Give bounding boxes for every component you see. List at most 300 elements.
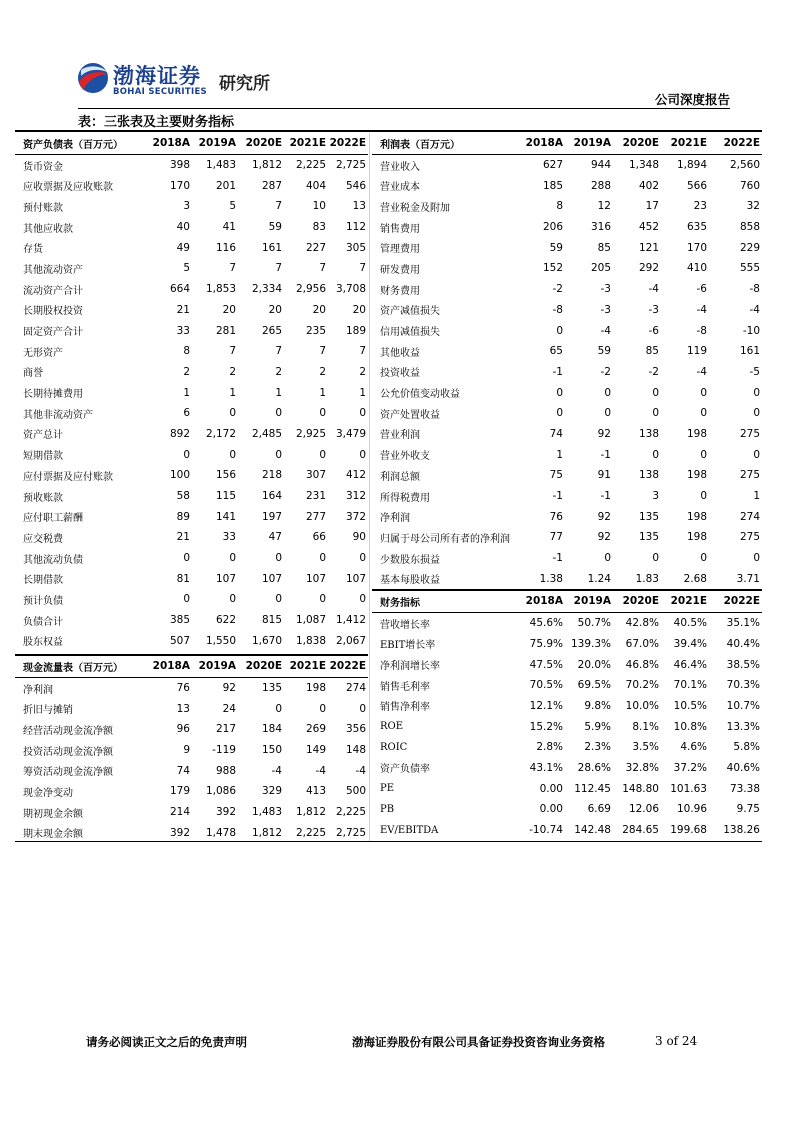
cell-value: 2,725 bbox=[335, 159, 366, 172]
cell-value: 0 bbox=[753, 386, 760, 399]
cell-value: 3.5% bbox=[632, 741, 659, 754]
cell-value: 7 bbox=[275, 345, 282, 358]
cell-value: 5 bbox=[183, 262, 190, 275]
report-type: 公司深度报告 bbox=[654, 92, 730, 107]
cell-value: 74 bbox=[176, 764, 190, 777]
table-row bbox=[15, 362, 368, 383]
section-header-row bbox=[15, 133, 368, 154]
cell-value: 2,485 bbox=[251, 427, 282, 440]
cell-value: 0 bbox=[700, 386, 707, 399]
cell-value: 138 bbox=[638, 469, 659, 482]
cell-value: 32 bbox=[746, 200, 760, 213]
year-header: 2021E bbox=[661, 133, 709, 154]
table-row bbox=[15, 424, 368, 445]
row-label: 现金净变动 bbox=[23, 787, 73, 799]
cell-value: 412 bbox=[345, 469, 366, 482]
row-label: 资产减值损失 bbox=[380, 306, 440, 318]
cell-value: 156 bbox=[215, 469, 236, 482]
row-label: 净利润 bbox=[380, 513, 410, 525]
cell-value: 392 bbox=[215, 806, 236, 819]
cell-value: 8 bbox=[183, 345, 190, 358]
table-row bbox=[372, 716, 762, 737]
cell-value: 218 bbox=[261, 469, 282, 482]
year-header: 2020E bbox=[238, 133, 284, 154]
row-label: ROE bbox=[380, 721, 404, 733]
table-row bbox=[372, 175, 762, 196]
cell-value: 402 bbox=[638, 179, 659, 192]
row-label: 投资活动现金流净额 bbox=[23, 746, 113, 758]
cell-value: 198 bbox=[686, 427, 707, 440]
cell-value: 115 bbox=[215, 490, 236, 503]
cell-value: 7 bbox=[275, 262, 282, 275]
year-header: 2022E bbox=[709, 590, 762, 612]
cell-value: 70.5% bbox=[529, 679, 563, 692]
cell-value: -8 bbox=[749, 283, 760, 296]
cell-value: 0 bbox=[753, 407, 760, 420]
cell-value: 385 bbox=[169, 614, 190, 627]
cell-value: -4 bbox=[648, 283, 659, 296]
cell-value: 107 bbox=[305, 572, 326, 585]
cell-value: 59 bbox=[549, 241, 563, 254]
cell-value: 275 bbox=[739, 469, 760, 482]
cell-value: 1,550 bbox=[205, 634, 236, 647]
cell-value: 0 bbox=[359, 407, 366, 420]
cell-value: 92 bbox=[222, 682, 236, 695]
cell-value: 23 bbox=[693, 200, 707, 213]
row-label: 研发费用 bbox=[380, 264, 420, 276]
cell-value: 138.26 bbox=[723, 824, 760, 837]
year-header: 2020E bbox=[613, 590, 661, 612]
cell-value: 33 bbox=[222, 531, 236, 544]
cell-value: 70.1% bbox=[673, 679, 707, 692]
cell-value: 0 bbox=[319, 448, 326, 461]
cell-value: 0 bbox=[183, 448, 190, 461]
row-label: 股东权益 bbox=[23, 637, 63, 649]
cell-value: 410 bbox=[686, 262, 707, 275]
cell-value: 0 bbox=[700, 448, 707, 461]
cell-value: 112.45 bbox=[574, 782, 611, 795]
cell-value: -3 bbox=[600, 283, 611, 296]
table-row bbox=[372, 403, 762, 424]
cell-value: -8 bbox=[552, 303, 563, 316]
table-row bbox=[15, 320, 368, 341]
cell-value: 1 bbox=[753, 490, 760, 503]
cell-value: 66 bbox=[312, 531, 326, 544]
table-row bbox=[372, 548, 762, 569]
cell-value: 161 bbox=[261, 241, 282, 254]
cell-value: 20 bbox=[222, 303, 236, 316]
cell-value: 1 bbox=[359, 386, 366, 399]
cell-value: 2 bbox=[275, 365, 282, 378]
row-label: 销售净利率 bbox=[380, 702, 430, 714]
cell-value: 1 bbox=[229, 386, 236, 399]
cell-value: 116 bbox=[215, 241, 236, 254]
row-label: 其他非流动资产 bbox=[23, 409, 93, 421]
cell-value: 21 bbox=[176, 303, 190, 316]
cell-value: 69.5% bbox=[577, 679, 611, 692]
row-label: 应交税费 bbox=[23, 533, 63, 545]
cell-value: 546 bbox=[345, 179, 366, 192]
cell-value: 101.63 bbox=[670, 782, 707, 795]
cell-value: 1.24 bbox=[587, 572, 611, 585]
cell-value: 217 bbox=[215, 723, 236, 736]
year-header: 2019A bbox=[565, 133, 613, 154]
cell-value: 9 bbox=[183, 744, 190, 757]
cell-value: 227 bbox=[305, 241, 326, 254]
cell-value: 12 bbox=[597, 200, 611, 213]
row-label: 其他流动负债 bbox=[23, 554, 83, 566]
cell-value: 10 bbox=[312, 200, 326, 213]
cell-value: 9.8% bbox=[584, 699, 611, 712]
row-label: 应付票据及应付账款 bbox=[23, 471, 113, 483]
cell-value: 70.3% bbox=[726, 679, 760, 692]
cell-value: 0 bbox=[700, 552, 707, 565]
cell-value: 1,412 bbox=[335, 614, 366, 627]
table-row bbox=[372, 654, 762, 675]
table-row bbox=[15, 568, 368, 589]
cell-value: 135 bbox=[638, 510, 659, 523]
cell-value: 138 bbox=[638, 427, 659, 440]
cell-value: 12.06 bbox=[628, 803, 659, 816]
row-label: 长期待摊费用 bbox=[23, 389, 83, 401]
row-label: 营业利润 bbox=[380, 430, 420, 442]
cell-value: -4 bbox=[271, 764, 282, 777]
cell-value: 0 bbox=[753, 448, 760, 461]
cell-value: 107 bbox=[261, 572, 282, 585]
cell-value: 37.2% bbox=[673, 761, 707, 774]
cell-value: 2,334 bbox=[251, 283, 282, 296]
row-label: 少数股东损益 bbox=[380, 554, 440, 566]
table-row bbox=[372, 799, 762, 820]
cell-value: 7 bbox=[319, 345, 326, 358]
cell-value: -10.74 bbox=[529, 824, 563, 837]
section-title: 资产负债表（百万元） bbox=[15, 133, 148, 154]
cell-value: 275 bbox=[739, 531, 760, 544]
cell-value: 0 bbox=[652, 552, 659, 565]
cell-value: 0 bbox=[319, 407, 326, 420]
cell-value: 2 bbox=[359, 365, 366, 378]
row-label: 信用减值损失 bbox=[380, 327, 440, 339]
cell-value: 892 bbox=[169, 427, 190, 440]
row-label: 公允价值变动收益 bbox=[380, 389, 460, 401]
table-row bbox=[372, 196, 762, 217]
row-label: 预付账款 bbox=[23, 202, 63, 214]
cell-value: 1,838 bbox=[295, 634, 326, 647]
table-row bbox=[372, 154, 762, 175]
cell-value: 20.0% bbox=[577, 658, 611, 671]
cell-value: 288 bbox=[590, 179, 611, 192]
cell-value: 10.7% bbox=[726, 699, 760, 712]
cell-value: 3,479 bbox=[335, 427, 366, 440]
cell-value: 1,894 bbox=[676, 159, 707, 172]
row-label: 所得税费用 bbox=[380, 492, 430, 504]
cell-value: 10.8% bbox=[673, 720, 707, 733]
cell-value: 184 bbox=[261, 723, 282, 736]
cell-value: 307 bbox=[305, 469, 326, 482]
cell-value: -2 bbox=[600, 365, 611, 378]
cell-value: 1,348 bbox=[628, 159, 659, 172]
cell-value: 8.1% bbox=[632, 720, 659, 733]
cell-value: 1,087 bbox=[295, 614, 326, 627]
balance-sheet-table bbox=[15, 133, 368, 651]
cell-value: 566 bbox=[686, 179, 707, 192]
table-row bbox=[372, 362, 762, 383]
year-header: 2022E bbox=[328, 655, 368, 677]
cell-value: -1 bbox=[600, 490, 611, 503]
cell-value: 0 bbox=[359, 702, 366, 715]
cell-value: 0 bbox=[359, 552, 366, 565]
cell-value: 100 bbox=[169, 469, 190, 482]
cell-value: 287 bbox=[261, 179, 282, 192]
cell-value: 7 bbox=[359, 345, 366, 358]
row-label: 营业税金及附加 bbox=[380, 202, 450, 214]
table-row bbox=[15, 237, 368, 258]
row-label: 净利润增长率 bbox=[380, 661, 440, 673]
row-label: EBIT增长率 bbox=[380, 640, 436, 652]
year-header: 2020E bbox=[238, 655, 284, 677]
cash-flow-table bbox=[15, 654, 368, 843]
cell-value: 0 bbox=[275, 552, 282, 565]
institute-name: 研究所 bbox=[219, 74, 270, 94]
cell-value: 1 bbox=[556, 448, 563, 461]
section-title: 利润表（百万元） bbox=[372, 133, 525, 154]
cell-value: 24 bbox=[222, 702, 236, 715]
table-top-rule bbox=[15, 130, 762, 132]
row-label: 营业收入 bbox=[380, 161, 420, 173]
cell-value: 398 bbox=[169, 159, 190, 172]
cell-value: 229 bbox=[739, 241, 760, 254]
cell-value: -4 bbox=[696, 365, 707, 378]
cell-value: -1 bbox=[552, 552, 563, 565]
cell-value: 17 bbox=[645, 200, 659, 213]
year-header: 2018A bbox=[525, 133, 565, 154]
cell-value: 152 bbox=[542, 262, 563, 275]
cell-value: 0 bbox=[319, 702, 326, 715]
cell-value: 1,483 bbox=[251, 806, 282, 819]
logo-english-name: BOHAI SECURITIES bbox=[113, 87, 207, 97]
table-row bbox=[372, 527, 762, 548]
cell-value: 161 bbox=[739, 345, 760, 358]
cell-value: 40 bbox=[176, 221, 190, 234]
year-header: 2021E bbox=[661, 590, 709, 612]
table-row bbox=[372, 279, 762, 300]
cell-value: 7 bbox=[229, 262, 236, 275]
table-row bbox=[372, 320, 762, 341]
cell-value: 2,225 bbox=[295, 826, 326, 839]
row-label: 货币资金 bbox=[23, 161, 63, 173]
cell-value: 42.8% bbox=[625, 617, 659, 630]
cell-value: 1.38 bbox=[539, 572, 563, 585]
table-row bbox=[15, 154, 368, 175]
table-row bbox=[15, 465, 368, 486]
table-row bbox=[372, 506, 762, 527]
cell-value: 0 bbox=[700, 407, 707, 420]
cell-value: 2,067 bbox=[335, 634, 366, 647]
cell-value: 77 bbox=[549, 531, 563, 544]
cell-value: 555 bbox=[739, 262, 760, 275]
row-label: 筹资活动现金流净额 bbox=[23, 767, 113, 779]
row-label: 无形资产 bbox=[23, 347, 63, 359]
cell-value: 7 bbox=[359, 262, 366, 275]
cell-value: 316 bbox=[590, 221, 611, 234]
table-row bbox=[372, 568, 762, 590]
cell-value: 1.83 bbox=[635, 572, 659, 585]
cell-value: 198 bbox=[686, 531, 707, 544]
row-label: 存货 bbox=[23, 244, 43, 256]
table-row bbox=[15, 300, 368, 321]
column-separator bbox=[369, 133, 370, 841]
cell-value: 41 bbox=[222, 221, 236, 234]
row-label: 商誉 bbox=[23, 368, 43, 380]
cell-value: 2 bbox=[319, 365, 326, 378]
cell-value: 40.5% bbox=[673, 617, 707, 630]
cell-value: 1,812 bbox=[251, 159, 282, 172]
cell-value: 1 bbox=[183, 386, 190, 399]
table-row bbox=[15, 698, 368, 719]
row-label: 营业成本 bbox=[380, 182, 420, 194]
cell-value: 142.48 bbox=[574, 824, 611, 837]
row-label: 流动资产合计 bbox=[23, 285, 83, 297]
cell-value: 0.00 bbox=[539, 782, 563, 795]
cell-value: 944 bbox=[590, 159, 611, 172]
cell-value: 10.0% bbox=[625, 699, 659, 712]
cell-value: 150 bbox=[261, 744, 282, 757]
table-row bbox=[372, 258, 762, 279]
section-header-row bbox=[372, 133, 762, 154]
table-row bbox=[15, 258, 368, 279]
table-row bbox=[15, 527, 368, 548]
table-row bbox=[15, 382, 368, 403]
cell-value: 2 bbox=[229, 365, 236, 378]
row-label: 折旧与摊销 bbox=[23, 705, 73, 717]
cell-value: 40.6% bbox=[726, 761, 760, 774]
page-number: 3 of 24 bbox=[655, 1034, 698, 1048]
cell-value: 0 bbox=[604, 552, 611, 565]
cell-value: 356 bbox=[345, 723, 366, 736]
cell-value: 40.4% bbox=[726, 637, 760, 650]
cell-value: 75 bbox=[549, 469, 563, 482]
cell-value: 201 bbox=[215, 179, 236, 192]
table-row bbox=[15, 677, 368, 698]
cell-value: 6 bbox=[183, 407, 190, 420]
cell-value: 7 bbox=[229, 345, 236, 358]
row-label: 应付职工薪酬 bbox=[23, 513, 83, 525]
table-row bbox=[15, 444, 368, 465]
cell-value: 269 bbox=[305, 723, 326, 736]
cell-value: 73.38 bbox=[729, 782, 760, 795]
cell-value: 39.4% bbox=[673, 637, 707, 650]
cell-value: 0 bbox=[753, 552, 760, 565]
header-divider bbox=[78, 108, 730, 109]
cell-value: 76 bbox=[176, 682, 190, 695]
table-row bbox=[15, 548, 368, 569]
table-row bbox=[372, 737, 762, 758]
cell-value: 47 bbox=[268, 531, 282, 544]
table-row bbox=[15, 341, 368, 362]
table-row bbox=[15, 506, 368, 527]
footer-qualification: 渤海证券股份有限公司具备证券投资咨询业务资格 bbox=[352, 1035, 605, 1049]
cell-value: 0 bbox=[359, 593, 366, 606]
cell-value: 197 bbox=[261, 510, 282, 523]
cell-value: 12.1% bbox=[529, 699, 563, 712]
cell-value: 13 bbox=[352, 200, 366, 213]
cell-value: 198 bbox=[686, 510, 707, 523]
table-row bbox=[15, 740, 368, 761]
cell-value: -4 bbox=[749, 303, 760, 316]
cell-value: 2,925 bbox=[295, 427, 326, 440]
cell-value: 33 bbox=[176, 324, 190, 337]
table-row bbox=[372, 675, 762, 696]
table-row bbox=[372, 217, 762, 238]
cell-value: 20 bbox=[312, 303, 326, 316]
cell-value: 507 bbox=[169, 634, 190, 647]
cell-value: 1 bbox=[275, 386, 282, 399]
row-label: PB bbox=[380, 803, 395, 815]
year-header: 2022E bbox=[709, 133, 762, 154]
year-header: 2019A bbox=[192, 655, 238, 677]
cell-value: 0 bbox=[652, 386, 659, 399]
row-label: 其他收益 bbox=[380, 347, 420, 359]
cell-value: 2,956 bbox=[295, 283, 326, 296]
cell-value: 46.8% bbox=[625, 658, 659, 671]
cell-value: 7 bbox=[275, 200, 282, 213]
cell-value: 1,483 bbox=[205, 159, 236, 172]
cell-value: 235 bbox=[305, 324, 326, 337]
cell-value: 2.3% bbox=[584, 741, 611, 754]
income-statement-table bbox=[372, 133, 762, 840]
table-title: 表：三张表及主要财务指标 bbox=[78, 115, 235, 130]
cell-value: 4.6% bbox=[680, 741, 707, 754]
cell-value: 0 bbox=[319, 593, 326, 606]
cell-value: 170 bbox=[686, 241, 707, 254]
table-row bbox=[15, 279, 368, 300]
table-row bbox=[372, 237, 762, 258]
cell-value: 74 bbox=[549, 427, 563, 440]
cell-value: 13.3% bbox=[726, 720, 760, 733]
cell-value: 13 bbox=[176, 702, 190, 715]
logo-chinese-name: 渤海证券 bbox=[113, 63, 201, 88]
cell-value: 21 bbox=[176, 531, 190, 544]
cell-value: 0.00 bbox=[539, 803, 563, 816]
year-header: 2019A bbox=[565, 590, 613, 612]
year-header: 2020E bbox=[613, 133, 661, 154]
cell-value: 0 bbox=[275, 448, 282, 461]
table-row bbox=[15, 589, 368, 610]
table-row bbox=[372, 300, 762, 321]
section-header-row bbox=[15, 655, 368, 677]
year-header: 2019A bbox=[192, 133, 238, 154]
cell-value: 329 bbox=[261, 785, 282, 798]
table-row bbox=[15, 196, 368, 217]
cell-value: 49 bbox=[176, 241, 190, 254]
year-header: 2021E bbox=[284, 655, 328, 677]
cell-value: 0 bbox=[556, 324, 563, 337]
cell-value: 5 bbox=[229, 200, 236, 213]
row-label: 预收账款 bbox=[23, 492, 63, 504]
cell-value: 189 bbox=[345, 324, 366, 337]
row-label: 预计负债 bbox=[23, 595, 63, 607]
cell-value: 2,725 bbox=[335, 826, 366, 839]
cell-value: 635 bbox=[686, 221, 707, 234]
row-label: 投资收益 bbox=[380, 368, 420, 380]
cell-value: 0 bbox=[183, 552, 190, 565]
cell-value: 70.2% bbox=[625, 679, 659, 692]
cell-value: 2,172 bbox=[205, 427, 236, 440]
row-label: 期初现金余额 bbox=[23, 808, 83, 820]
cell-value: 59 bbox=[268, 221, 282, 234]
cell-value: -119 bbox=[212, 744, 236, 757]
row-label: ROIC bbox=[380, 741, 408, 753]
